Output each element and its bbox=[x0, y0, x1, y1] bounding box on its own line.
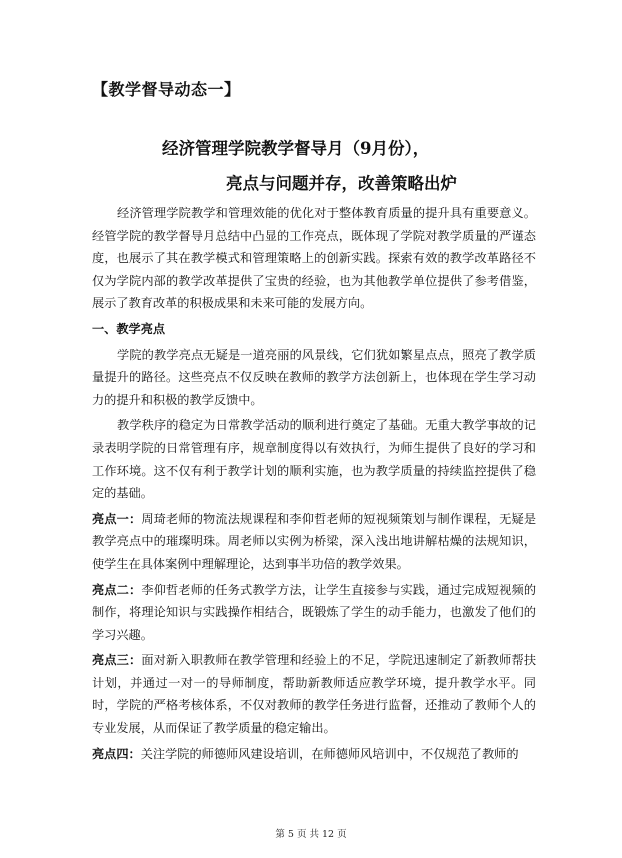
highlight-text: 李仰哲老师的任务式教学方法，让学生直接参与实践，通过完成短视频的制作，将理论知识与实践操作相结合，既锻炼了学生的动手能力，也激发了他们的学习兴趣。 bbox=[92, 582, 537, 642]
highlight-text: 关注学院的师德师风建设培训，在师德师风培训中，不仅规范了教师的 bbox=[140, 746, 519, 761]
page-number-footer: 第 5 页 共 12 页 bbox=[275, 829, 347, 840]
article-title-line-1: 经济管理学院教学督导月（9月份）， bbox=[162, 139, 430, 158]
section-tag: 【教学督导动态一】 bbox=[92, 80, 241, 99]
highlight-paragraph bbox=[92, 579, 536, 647]
article-body bbox=[92, 202, 536, 768]
paragraph: 学院的教学亮点无疑是一道亮丽的风景线，它们犹如繁星点点，照亮了教学质量提升的路径。这些亮点不仅反映在教师的教学方法创新上，也体现在学生学习动力的提升和积极的教学反馈中。 bbox=[92, 347, 536, 407]
highlight-label: 亮点二： bbox=[92, 582, 142, 597]
highlight-text: 面对新入职教师在教学管理和经验上的不足，学院迅速制定了新教师帮扶计划，并通过一对一的导师制度，帮助新教师适应教学环境，提升教学水平。同时，学院的严格考核体系，不仅对教师的教学任务进行监督，还推动了教师个人的专业发展，从而保证了教学质量的稳定输出。 bbox=[92, 653, 537, 736]
highlight-label: 亮点一： bbox=[92, 511, 142, 526]
article-title-line-2: 亮点与问题并存，改善策略出炉 bbox=[226, 174, 457, 193]
highlight-label: 亮点三： bbox=[92, 653, 142, 668]
highlight-paragraph bbox=[92, 649, 536, 739]
highlight-paragraph bbox=[92, 508, 536, 576]
intro-paragraph: 经济管理学院教学和管理效能的优化对于整体教育质量的提升具有重要意义。经管学院的教学督导月总结中凸显的工作亮点，既体现了学院对教学质量的严谨态度，也展示了其在教学模式和管理策略上的创新实践。探索有效的教学改革路径不仅为学院内部的教学改革提供了宝贵的经验，也为其他教学单位提供了参考借鉴，展示了教育改革的积极成果和未来可能的发展方向。 bbox=[92, 206, 536, 311]
paragraph: 教学秩序的稳定为日常教学活动的顺利进行奠定了基础。无重大教学事故的记录表明学院的日常管理有序，规章制度得以有效执行，为师生提供了良好的学习和工作环境。这不仅有利于教学计划的顺利实施，也为教学质量的持续监控提供了稳定的基础。 bbox=[92, 418, 536, 501]
highlight-paragraph bbox=[92, 743, 536, 766]
highlight-text: 周琦老师的物流法规课程和李仰哲老师的短视频策划与制作课程，无疑是教学亮点中的璀璨明珠。周老师以实例为桥梁，深入浅出地讲解枯燥的法规知识，使学生在具体案例中理解理论，达到事半功倍的教学效果。 bbox=[92, 511, 537, 571]
highlight-label: 亮点四： bbox=[92, 746, 141, 761]
section-heading: 一、教学亮点 bbox=[92, 321, 166, 336]
